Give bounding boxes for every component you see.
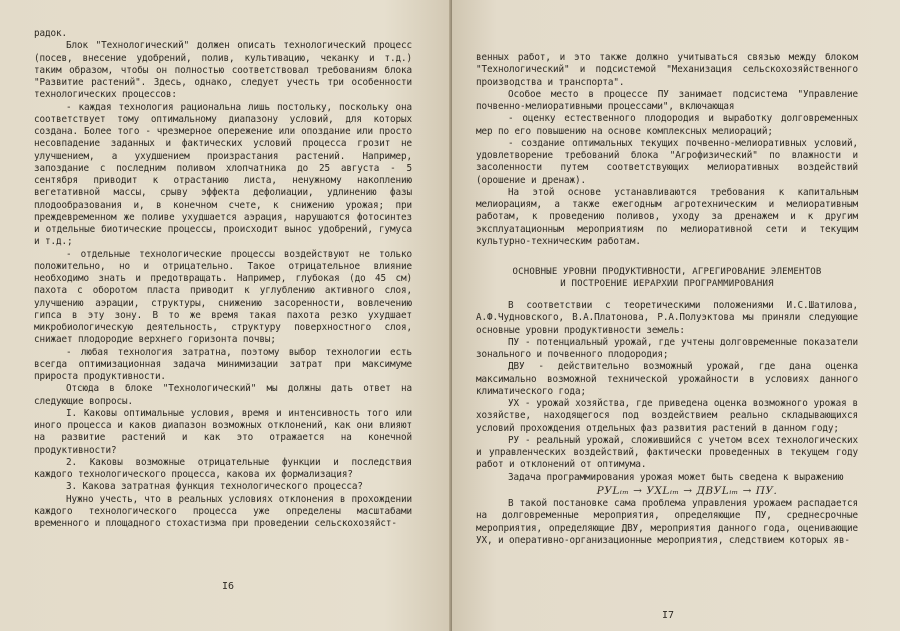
left-paragraph: Блок "Технологический" должен описать технологический процесс (посев, внесение удобрений, полив, культивацию, чеканку и т.д.) таким образом, чтобы он полностью соответствовал требованиям блока "Развитие растений". Здесь, однако, следует учесть три особенности технологических процессов:	[34, 40, 412, 101]
right-top-paragraph: - оценку естественного плодородия и выработку долговременных мер по его повышению на основе комплексных мелиораций;	[476, 113, 858, 137]
right-top-paragraph: На этой основе устанавливаются требования к капитальным мелиорациям, а также ежегодным агротехническим и мелиоративным работам, к проведению поливов, уходу за дренажем и к другим эксплуатационным мероприятиям по мелиоративной сети и текущим культурно-техническим работам.	[476, 186, 858, 247]
heading-line-1: ОСНОВНЫЕ УРОВНИ ПРОДУКТИВНОСТИ, АГРЕГИРОВАНИЕ ЭЛЕМЕНТОВ	[512, 267, 822, 277]
right-page	[452, 0, 900, 631]
left-paragraph: - любая технология затратна, поэтому выбор технологии есть всегда оптимизационная задача минимизации затрат при максимуме прироста продуктивности.	[34, 346, 412, 382]
right-text-column	[476, 52, 858, 547]
right-mid-paragraph: Задача программирования урожая может быть сведена к выражению	[508, 471, 844, 483]
left-page-number: I6	[222, 581, 235, 592]
right-mid-paragraph: ПУ - потенциальный урожай, где учтены долговременные показатели зонального и почвенного плодородия;	[476, 336, 858, 360]
right-mid-paragraphs	[476, 300, 858, 484]
right-page-number: I7	[662, 610, 675, 621]
heading-line-2: И ПОСТРОЕНИЕ ИЕРАРХИИ ПРОГРАММИРОВАНИЯ	[560, 279, 774, 289]
right-mid-paragraph: ДВУ - действительно возможный урожай, где дана оценка максимально возможной технической урожайности в условиях данного климатического года;	[476, 361, 858, 397]
left-paragraph: 2. Каковы возможные отрицательные функции и последствия каждого технологического процесса, какова их формализация?	[34, 456, 412, 480]
left-paragraph: I. Каковы оптимальные условия, время и интенсивность того или иного процесса и каков диапазон возможных отклонений, как они влияют на развитие растений и как это отражается на конечной продуктивности?	[34, 407, 412, 456]
right-top-paragraph: - создание оптимальных текущих почвенно-мелиоративных условий, удовлетворение требований блока "Агрофизический" по влажности и засоленности путем соответствующих мелиоративных воздействий (орошение и дренаж).	[476, 137, 858, 186]
left-paragraph: - каждая технология рациональна лишь постольку, поскольку она соответствует тому оптимальному диапазону условий, для которых создана. Более того - чрезмерное опережение или опоздание или просто несовпадение заданных и фактических условий процесса грозит не улучшением, а ухудшением произрастания растений. Например, запоздание с последним поливом хлопчатника до 25 августа - 5 сентября приводит к отрастанию листа, ненужному накоплению вегетативной массы, срыву эффекта дефолиации, удлинению фазы плодообразования и, в конечном счете, к снижению урожая; при преждевременном же поливе ухудшается аэрация, нарушаются фотосинтез и отдельные биотические процессы, происходит вынос удобрений, гумуса и т.д.;	[34, 101, 412, 248]
right-mid-paragraph: В соответствии с теоретическими положениями И.С.Шатилова, А.Ф.Чудновского, В.А.Платонова, Р.А.Полуэктова мы приняли следующие основные уровни продуктивности земель:	[476, 300, 858, 336]
right-mid-paragraph: УХ - урожай хозяйства, где приведена оценка возможного урожая в хозяйстве, находящегося под воздействием реально складывающихся условий прохождения отдельных фаз развития растений в данном году;	[476, 398, 858, 434]
left-paragraph: Отсюда в блоке "Технологический" мы должны дать ответ на следующие вопросы.	[34, 383, 412, 407]
right-top-paragraph: венных работ, и это также должно учитываться связью между блоком "Технологический" и подсистемой "Механизация сельскохозяйственного производства и транспорта".	[476, 52, 858, 88]
section-heading	[476, 266, 858, 290]
right-bottom-paragraph: В такой постановке сама проблема управления урожаем распадается на долговременные мероприятия, определяющие ПУ, среднесрочные мероприятия, определяющие ДВУ, мероприятия данного года, оценивающие УХ, и оперативно-организационные мероприятия, следствием которых яв-	[476, 498, 858, 546]
left-paragraph: Нужно учесть, что в реальных условиях отклонения в прохождении каждого технологического процесса уже определены масштабами временного и площадного стохастизма при проведении сельскохозяйст-	[34, 493, 412, 529]
left-paragraph: - отдельные технологические процессы воздействуют не только положительно, но и отрицательно. Такое отрицательное влияние необходимо знать и предотвращать. Например, глубокая (до 45 см) пахота с оборотом пласта приводит к углублению активного слоя, улучшению аэрации, структуры, снижению засоренности, вовлечению гипса в эту зону. В то же время такая пахота резко ухудшает микробиологическую деятельность, структуру поверхностного слоя, снижает плодородие верхнего горизонта почвы;	[34, 248, 412, 346]
formula: РУLᵢₘ → УХLᵢₘ → ДВУLᵢₘ → ПУ.	[596, 484, 778, 497]
right-top-paragraph: Особое место в процессе ПУ занимает подсистема "Управление почвенно-мелиоративными процессами", включающая	[476, 88, 858, 112]
left-paragraph: 3. Какова затратная функция технологического процесса?	[66, 481, 363, 493]
left-paragraph: радок.	[34, 28, 67, 39]
right-mid-paragraph: РУ - реальный урожай, сложившийся с учетом всех технологических и управленческих воздействий, фактически проведенных в текущем году работ и отклонений от оптимума.	[476, 434, 858, 471]
left-text-column	[34, 28, 412, 530]
right-bottom-paragraphs	[476, 498, 858, 547]
right-top-paragraphs	[476, 52, 858, 248]
